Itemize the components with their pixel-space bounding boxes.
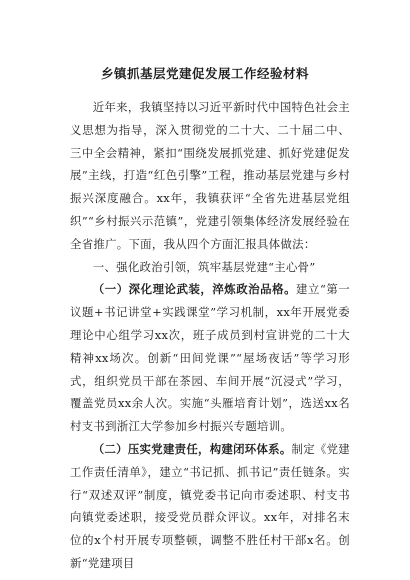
intro-paragraph-text: 近年来，我镇坚持以习近平新时代中国特色社会主义思想为指导，深入贯彻党的二十大、二十届二中、三中全会精神，紧扣“围绕发展抓党建、抓好党建促发展”主线，打造“红色引擎”工程，推动基层党建与乡村振兴深度融合。xx年，我镇获评“全省先进基层党组织”“乡村振兴示范镇”，党建引领集体经济发展经验在全省推广。下面，我从四个方面汇报具体做法： (70, 100, 350, 251)
section-heading-text: 一、强化政治引领，筑牢基层党建“主心骨” (92, 259, 316, 274)
subsection-text-2: 制定《党建工作责任清单》，建立“书记抓、抓书记”责任链条。实行“双述双评”制度，镇党委书记向市委述职、村支书向镇党委述职，接受党员群众评议。xx年，对排名末位的x个村开展专项整顿，调整不胜任村干部x名。创新“党建项目 (70, 441, 351, 570)
subsection-text-1: 建立“第一议题+书记讲堂+实践课堂”学习机制，xx年开展党委理论中心组学习xx次，班子成员到村宣讲党的二十大精神xx场次。创新“田间党课”“屋场夜话”等学习形式，组织党员干部在茶园、车间开展“沉浸式”学习，覆盖党员xx余人次。实施“头雁培育计划”，选送xx名村支书到浙江大学参加乡村振兴专题培训。 (70, 282, 350, 434)
intro-paragraph (70, 96, 350, 256)
subsection-heading-2: （二）压实党建责任，构建闭环体系。 (92, 441, 292, 456)
subsection-paragraph-1 (70, 278, 350, 438)
subsection-paragraph-2 (70, 438, 350, 575)
subsection-heading-1: （一）深化理论武装，淬炼政治品格。 (92, 282, 297, 297)
document-title: 乡镇抓基层党建促发展工作经验材料 (100, 66, 309, 81)
section-heading (70, 256, 350, 279)
document-body (70, 96, 350, 575)
